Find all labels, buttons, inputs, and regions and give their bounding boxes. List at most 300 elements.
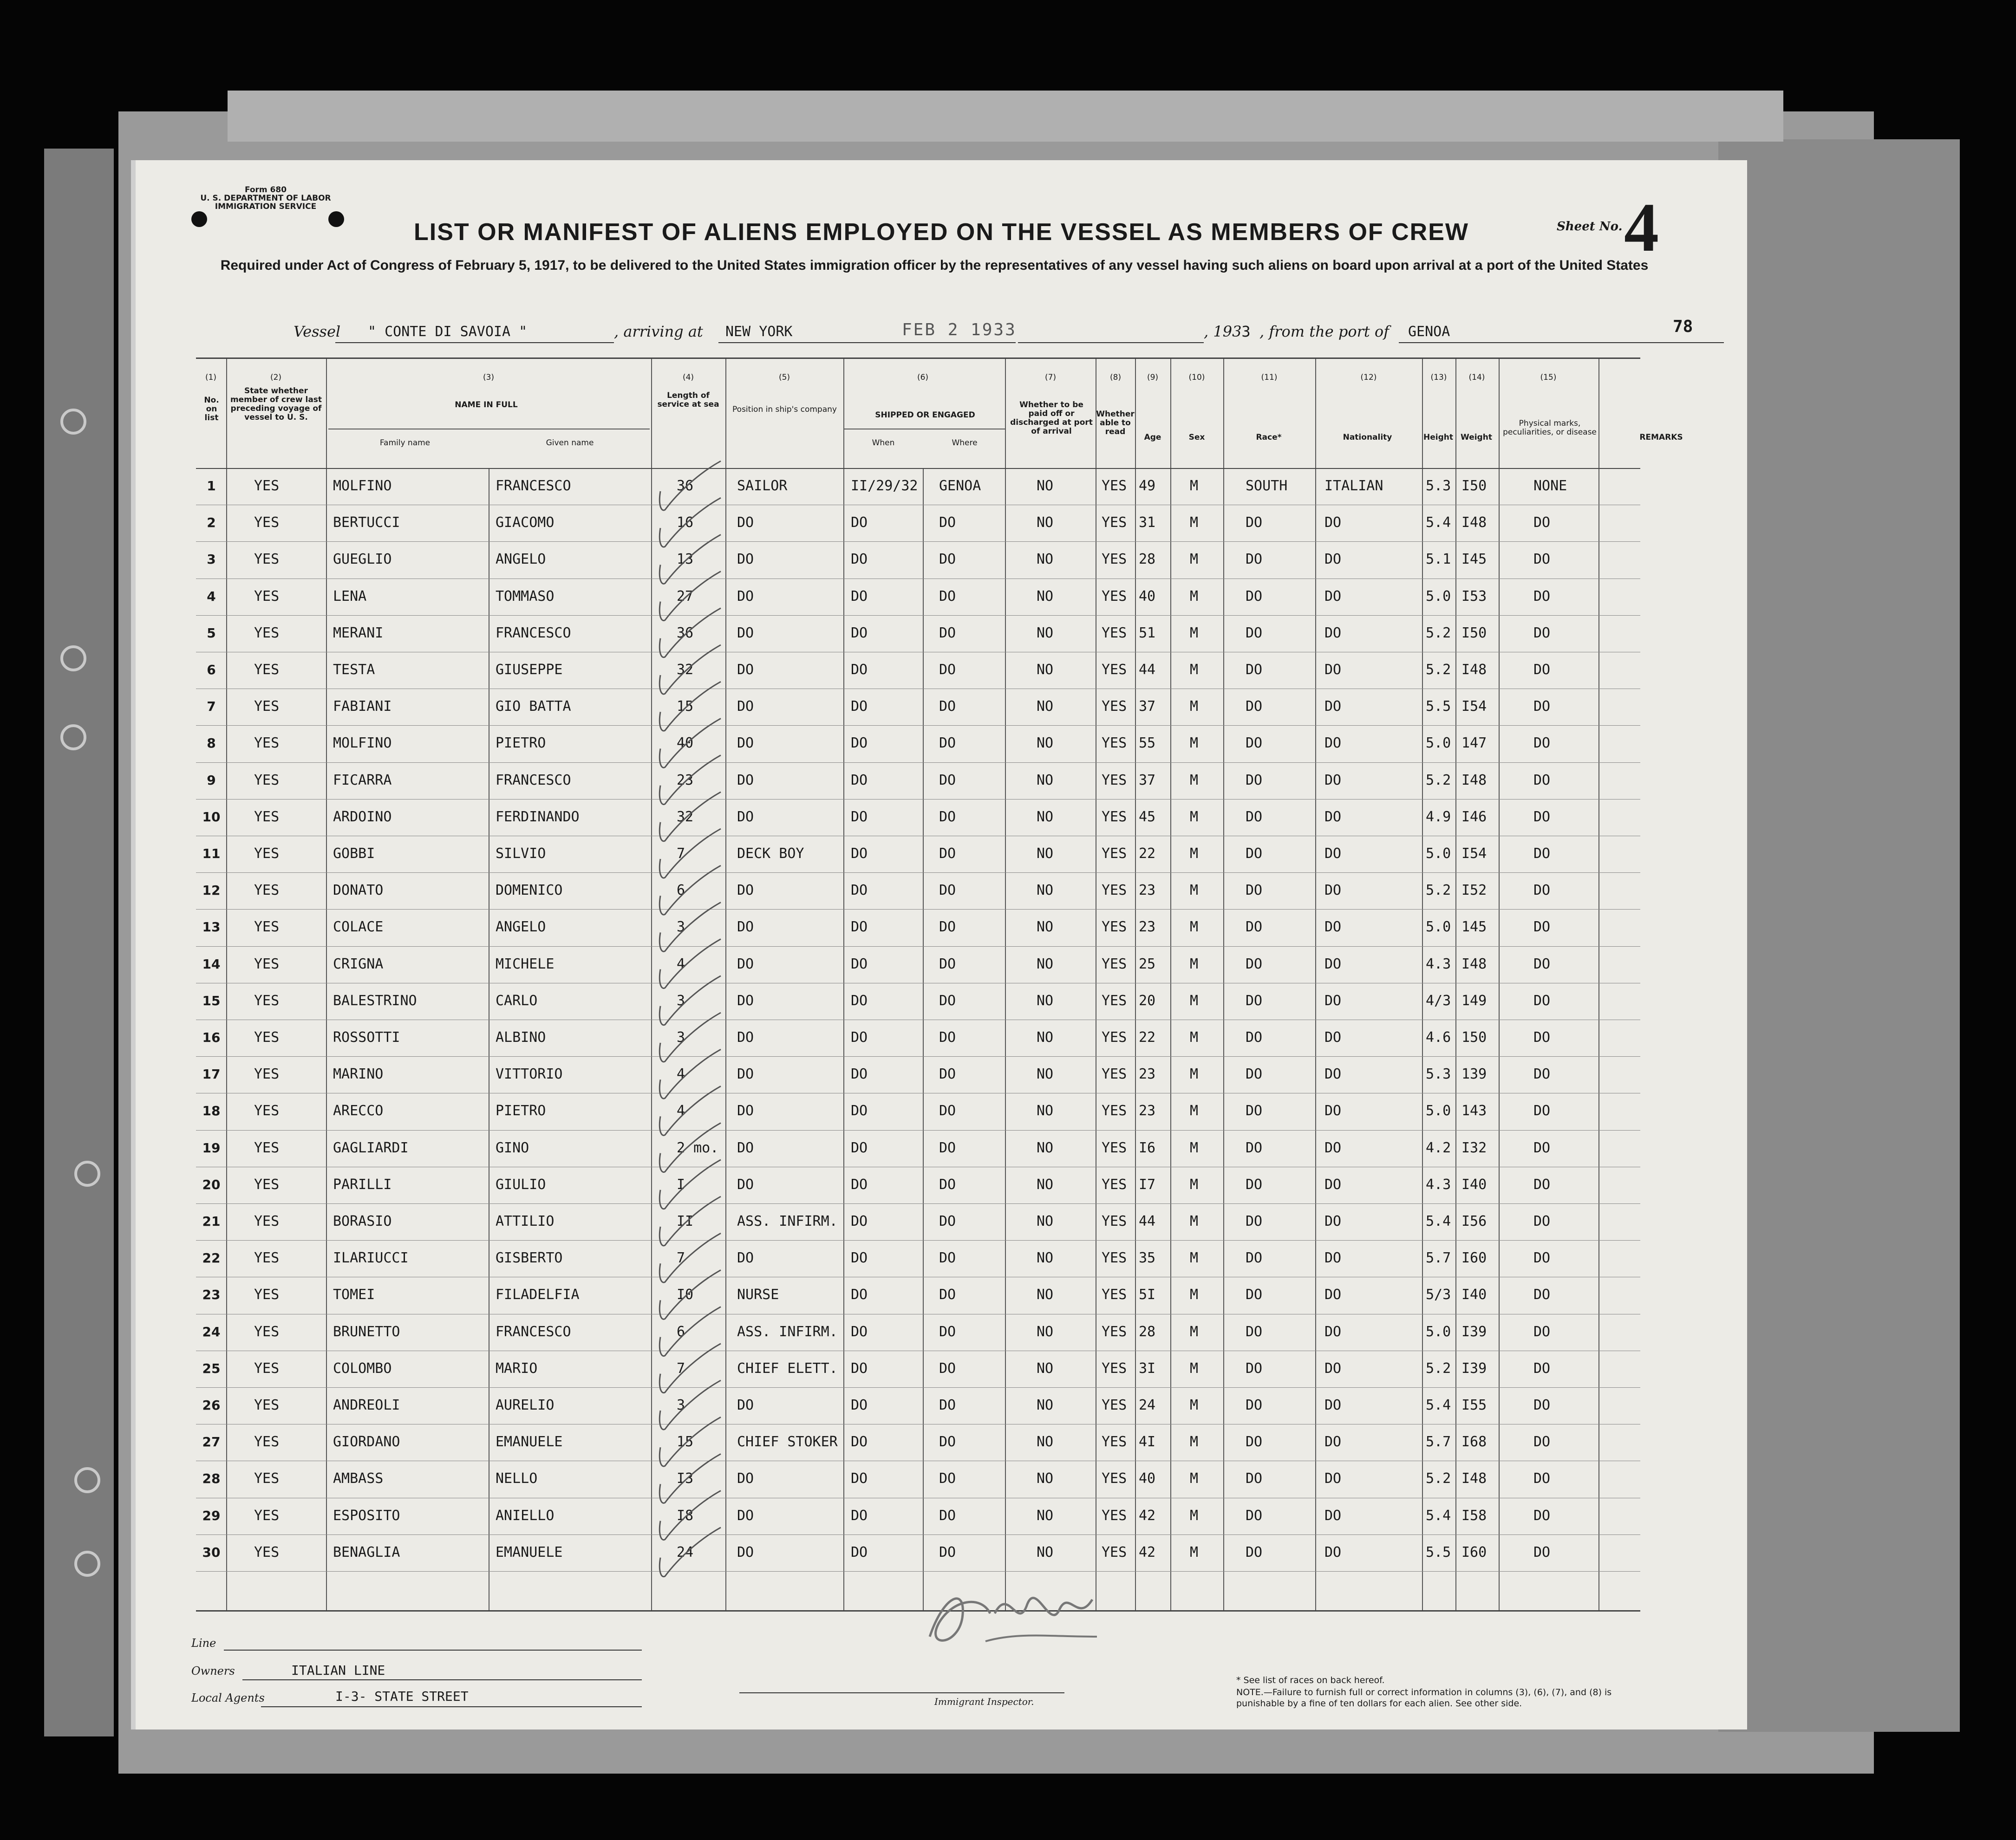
race-cell: DO — [1246, 1507, 1263, 1524]
height-cell: 5.1 — [1426, 551, 1451, 568]
column-number: (4) — [682, 373, 694, 382]
age-cell: I6 — [1139, 1139, 1156, 1156]
physical-marks-cell: DO — [1533, 1066, 1551, 1083]
given-name-cell: ATTILIO — [496, 1213, 555, 1229]
paid-off-cell: NO — [1037, 919, 1054, 936]
service-length-cell: 3 — [677, 1029, 685, 1046]
family-name-cell: CRIGNA — [333, 956, 384, 972]
shipped-when-cell: DO — [851, 1029, 868, 1046]
row-number: 5 — [207, 625, 216, 641]
sex-cell: M — [1190, 735, 1199, 752]
shipped-when-cell: DO — [851, 845, 868, 862]
row-number: 18 — [202, 1103, 221, 1119]
weight-cell: 149 — [1461, 992, 1487, 1009]
able-to-read-cell: YES — [1102, 1323, 1127, 1340]
service-length-cell: 13 — [677, 551, 694, 568]
height-cell: 5.7 — [1426, 1250, 1451, 1267]
able-to-read-cell: YES — [1102, 882, 1127, 899]
nationality-cell: DO — [1324, 1507, 1342, 1524]
back-page-right — [1718, 139, 1960, 1732]
service: IMMIGRATION SERVICE — [215, 202, 317, 211]
nationality-cell: DO — [1324, 624, 1342, 641]
height-cell: 5.0 — [1426, 588, 1451, 605]
shipped-when-cell: DO — [851, 1139, 868, 1156]
able-to-read-cell: YES — [1102, 662, 1127, 678]
paid-off-cell: NO — [1037, 1544, 1054, 1560]
able-to-read-cell: YES — [1102, 1029, 1127, 1046]
from-port: GENOA — [1408, 324, 1450, 340]
family-name-cell: GIORDANO — [333, 1434, 400, 1450]
row-number: 24 — [202, 1324, 221, 1339]
paid-off-cell: NO — [1037, 1066, 1054, 1083]
shipped-where-cell: DO — [939, 1139, 956, 1156]
shipped-where-cell: DO — [939, 1360, 956, 1377]
nationality-cell: ITALIAN — [1324, 478, 1383, 494]
row-number: 7 — [207, 699, 216, 715]
family-name-cell: COLOMBO — [333, 1360, 392, 1377]
service-length-cell: 36 — [677, 478, 694, 494]
age-cell: 28 — [1139, 551, 1156, 568]
physical-marks-cell: DO — [1533, 551, 1551, 568]
paid-off-cell: NO — [1037, 1139, 1054, 1156]
family-name-cell: AMBASS — [333, 1470, 384, 1487]
given-name-cell: GINO — [496, 1139, 529, 1156]
sex-cell: M — [1190, 551, 1199, 568]
shipped-when-cell: DO — [851, 956, 868, 972]
shipped-where-cell: DO — [939, 845, 956, 862]
shipped-where-cell: DO — [939, 1434, 956, 1450]
height-cell: 5.2 — [1426, 624, 1451, 641]
state-whether-cell: YES — [254, 1397, 280, 1413]
weight-cell: I68 — [1461, 1434, 1487, 1450]
shipped-where-cell: DO — [939, 1176, 956, 1193]
shipped-where-cell: DO — [939, 1397, 956, 1413]
race-cell: DO — [1246, 1066, 1263, 1083]
weight-cell: I54 — [1461, 698, 1487, 715]
column-number: (10) — [1188, 373, 1205, 382]
age-cell: 23 — [1139, 1103, 1156, 1119]
position-cell: DO — [737, 1066, 754, 1083]
state-whether-cell: YES — [254, 882, 280, 899]
physical-marks-cell: DO — [1533, 1434, 1551, 1450]
form-header — [187, 186, 345, 211]
position-cell: DO — [737, 1397, 754, 1413]
race-cell: DO — [1246, 1029, 1263, 1046]
nationality-cell: DO — [1324, 1176, 1342, 1193]
able-to-read-cell: YES — [1102, 845, 1127, 862]
position-cell: DO — [737, 1250, 754, 1267]
shipped-when-cell: DO — [851, 1397, 868, 1413]
sheet-number-label: Sheet No. — [1557, 220, 1623, 234]
able-to-read-cell: YES — [1102, 1470, 1127, 1487]
physical-marks-cell: NONE — [1533, 478, 1567, 494]
column-number: (3) — [483, 373, 495, 382]
position-cell: DO — [737, 1139, 754, 1156]
agents-value: I-3- STATE STREET — [335, 1689, 469, 1704]
able-to-read-cell: YES — [1102, 919, 1127, 936]
nationality-cell: DO — [1324, 772, 1342, 788]
shipped-when-cell: DO — [851, 919, 868, 936]
able-to-read-cell: YES — [1102, 1287, 1127, 1303]
sex-cell: M — [1190, 882, 1199, 899]
column-number: (11) — [1261, 373, 1278, 382]
position-cell: DO — [737, 624, 754, 641]
shipped-where-cell: DO — [939, 992, 956, 1009]
header-given-name: Given name — [546, 438, 594, 448]
paid-off-cell: NO — [1037, 478, 1054, 494]
header-length-service: Length of service at sea — [657, 391, 719, 409]
row-number: 6 — [207, 662, 216, 677]
weight-cell: I50 — [1461, 478, 1487, 494]
state-whether-cell: YES — [254, 1544, 280, 1560]
position-cell: SAILOR — [737, 478, 788, 494]
race-cell: DO — [1246, 845, 1263, 862]
race-cell: DO — [1246, 992, 1263, 1009]
service-length-cell: 24 — [677, 1544, 694, 1560]
state-whether-cell: YES — [254, 624, 280, 641]
owners-value: ITALIAN LINE — [291, 1663, 385, 1678]
weight-cell: I32 — [1461, 1139, 1487, 1156]
service-length-cell: 32 — [677, 662, 694, 678]
column-number: (15) — [1540, 373, 1557, 382]
position-cell: DO — [737, 514, 754, 531]
shipped-when-cell: DO — [851, 1213, 868, 1229]
weight-cell: I58 — [1461, 1507, 1487, 1524]
age-cell: 4I — [1139, 1434, 1156, 1450]
height-cell: 5.4 — [1426, 514, 1451, 531]
shipped-when-cell: DO — [851, 772, 868, 788]
given-name-cell: MICHELE — [496, 956, 555, 972]
height-cell: 5.4 — [1426, 1397, 1451, 1413]
weight-cell: I50 — [1461, 624, 1487, 641]
binder-hole — [60, 645, 86, 671]
weight-cell: 150 — [1461, 1029, 1487, 1046]
family-name-cell: TESTA — [333, 662, 375, 678]
height-cell: 5.3 — [1426, 478, 1451, 494]
year-suffix: 3 — [1241, 323, 1251, 340]
nationality-cell: DO — [1324, 1397, 1342, 1413]
family-name-cell: COLACE — [333, 919, 384, 936]
page-subtitle: Required under Act of Congress of February 5, 1917, to be delivered to the United States immigration officer by the representatives of any vessel having such aliens on board upon arrival at a port of the United States — [220, 258, 1649, 273]
age-cell: 22 — [1139, 1029, 1156, 1046]
family-name-cell: BERTUCCI — [333, 514, 400, 531]
form-number: Form 680 — [244, 185, 287, 195]
position-cell: DO — [737, 919, 754, 936]
state-whether-cell: YES — [254, 1139, 280, 1156]
height-cell: 4.6 — [1426, 1029, 1451, 1046]
shipped-when-cell: DO — [851, 662, 868, 678]
given-name-cell: NELLO — [496, 1470, 538, 1487]
sex-cell: M — [1190, 1066, 1199, 1083]
physical-marks-cell: DO — [1533, 1176, 1551, 1193]
able-to-read-cell: YES — [1102, 1544, 1127, 1560]
position-cell: DO — [737, 956, 754, 972]
paid-off-cell: NO — [1037, 1323, 1054, 1340]
physical-marks-cell: DO — [1533, 845, 1551, 862]
position-cell: DO — [737, 1029, 754, 1046]
column-number: (1) — [205, 373, 217, 382]
position-cell: DO — [737, 1544, 754, 1560]
race-cell: DO — [1246, 1470, 1263, 1487]
margin-number: 78 — [1673, 317, 1693, 336]
manifest-sheet — [131, 160, 1747, 1729]
paid-off-cell: NO — [1037, 514, 1054, 531]
given-name-cell: GIACOMO — [496, 514, 555, 531]
nationality-cell: DO — [1324, 1250, 1342, 1267]
row-number: 25 — [202, 1360, 221, 1376]
age-cell: 37 — [1139, 698, 1156, 715]
paid-off-cell: NO — [1037, 1103, 1054, 1119]
weight-cell: I56 — [1461, 1213, 1487, 1229]
physical-marks-cell: DO — [1533, 772, 1551, 788]
header-where: Where — [952, 438, 978, 448]
given-name-cell: GIO BATTA — [496, 698, 571, 715]
service-length-cell: 4 — [677, 956, 685, 972]
nationality-cell: DO — [1324, 1213, 1342, 1229]
paid-off-cell: NO — [1037, 808, 1054, 825]
able-to-read-cell: YES — [1102, 478, 1127, 494]
paid-off-cell: NO — [1037, 588, 1054, 605]
able-to-read-cell: YES — [1102, 551, 1127, 568]
age-cell: 22 — [1139, 845, 1156, 862]
age-cell: 3I — [1139, 1360, 1156, 1377]
sex-cell: M — [1190, 1507, 1199, 1524]
height-cell: 5.2 — [1426, 1470, 1451, 1487]
state-whether-cell: YES — [254, 1029, 280, 1046]
able-to-read-cell: YES — [1102, 956, 1127, 972]
shipped-when-cell: DO — [851, 992, 868, 1009]
able-to-read-cell: YES — [1102, 514, 1127, 531]
paid-off-cell: NO — [1037, 1029, 1054, 1046]
weight-cell: I48 — [1461, 1470, 1487, 1487]
able-to-read-cell: YES — [1102, 698, 1127, 715]
header-when: When — [872, 438, 895, 448]
height-cell: 5.0 — [1426, 919, 1451, 936]
row-number: 13 — [202, 919, 221, 935]
able-to-read-cell: YES — [1102, 992, 1127, 1009]
age-cell: 45 — [1139, 808, 1156, 825]
family-name-cell: ARECCO — [333, 1103, 384, 1119]
able-to-read-cell: YES — [1102, 1103, 1127, 1119]
inspector-signature — [911, 1567, 1116, 1660]
race-cell: DO — [1246, 514, 1263, 531]
state-whether-cell: YES — [254, 1507, 280, 1524]
race-cell: DO — [1246, 808, 1263, 825]
state-whether-cell: YES — [254, 956, 280, 972]
shipped-when-cell: II/29/32 — [851, 478, 918, 494]
service-length-cell: 4 — [677, 1066, 685, 1083]
weight-cell: I46 — [1461, 808, 1487, 825]
row-number: 15 — [202, 993, 221, 1008]
sex-cell: M — [1190, 1103, 1199, 1119]
service-length-cell: 23 — [677, 772, 694, 788]
nationality-cell: DO — [1324, 1470, 1342, 1487]
height-cell: 5.0 — [1426, 1103, 1451, 1119]
physical-marks-cell: DO — [1533, 1397, 1551, 1413]
sex-cell: M — [1190, 1544, 1199, 1560]
physical-marks-cell: DO — [1533, 882, 1551, 899]
shipped-where-cell: DO — [939, 551, 956, 568]
given-name-cell: FRANCESCO — [496, 772, 571, 788]
given-name-cell: FILADELFIA — [496, 1287, 580, 1303]
shipped-when-cell: DO — [851, 1287, 868, 1303]
physical-marks-cell: DO — [1533, 624, 1551, 641]
given-name-cell: TOMMASO — [496, 588, 555, 605]
position-cell: DO — [737, 1176, 754, 1193]
height-cell: 4.9 — [1426, 808, 1451, 825]
paid-off-cell: NO — [1037, 1213, 1054, 1229]
arriving-port: NEW YORK — [725, 324, 793, 340]
given-name-cell: SILVIO — [496, 845, 546, 862]
race-cell: DO — [1246, 624, 1263, 641]
arriving-label: , arriving at — [614, 323, 703, 340]
nationality-cell: DO — [1324, 1029, 1342, 1046]
age-cell: I7 — [1139, 1176, 1156, 1193]
shipped-when-cell: DO — [851, 624, 868, 641]
sex-cell: M — [1190, 1434, 1199, 1450]
family-name-cell: BENAGLIA — [333, 1544, 400, 1560]
nationality-cell: DO — [1324, 845, 1342, 862]
row-number: 20 — [202, 1177, 221, 1192]
service-length-cell: 2 mo. — [677, 1139, 719, 1156]
physical-marks-cell: DO — [1533, 588, 1551, 605]
shipped-when-cell: DO — [851, 551, 868, 568]
shipped-when-cell: DO — [851, 1360, 868, 1377]
row-number: 28 — [202, 1471, 221, 1487]
paid-off-cell: NO — [1037, 956, 1054, 972]
sex-cell: M — [1190, 1323, 1199, 1340]
position-cell: ASS. INFIRM. — [737, 1213, 838, 1229]
shipped-where-cell: DO — [939, 624, 956, 641]
paid-off-cell: NO — [1037, 551, 1054, 568]
race-cell: DO — [1246, 919, 1263, 936]
age-cell: 51 — [1139, 624, 1156, 641]
weight-cell: 139 — [1461, 1066, 1487, 1083]
age-cell: 35 — [1139, 1250, 1156, 1267]
weight-cell: I60 — [1461, 1250, 1487, 1267]
nationality-cell: DO — [1324, 882, 1342, 899]
weight-cell: I48 — [1461, 514, 1487, 531]
given-name-cell: FERDINANDO — [496, 808, 580, 825]
given-name-cell: PIETRO — [496, 1103, 546, 1119]
race-cell: DO — [1246, 588, 1263, 605]
position-cell: DO — [737, 588, 754, 605]
shipped-when-cell: DO — [851, 698, 868, 715]
state-whether-cell: YES — [254, 735, 280, 752]
given-name-cell: PIETRO — [496, 735, 546, 752]
family-name-cell: TOMEI — [333, 1287, 375, 1303]
binder-strip — [44, 149, 114, 1736]
state-whether-cell: YES — [254, 698, 280, 715]
height-cell: 5.2 — [1426, 772, 1451, 788]
service-length-cell: I8 — [677, 1507, 694, 1524]
paid-off-cell: NO — [1037, 624, 1054, 641]
nationality-cell: DO — [1324, 735, 1342, 752]
nationality-cell: DO — [1324, 808, 1342, 825]
physical-marks-cell: DO — [1533, 1287, 1551, 1303]
service-length-cell: 7 — [677, 1360, 685, 1377]
weight-cell: I40 — [1461, 1176, 1487, 1193]
race-cell: DO — [1246, 662, 1263, 678]
able-to-read-cell: YES — [1102, 1213, 1127, 1229]
race-cell: DO — [1246, 698, 1263, 715]
shipped-when-cell: DO — [851, 808, 868, 825]
family-name-cell: ANDREOLI — [333, 1397, 400, 1413]
race-cell: DO — [1246, 735, 1263, 752]
given-name-cell: MARIO — [496, 1360, 538, 1377]
nationality-cell: DO — [1324, 1323, 1342, 1340]
family-name-cell: FABIANI — [333, 698, 392, 715]
from-label: , from the port of — [1259, 323, 1390, 340]
shipped-when-cell: DO — [851, 1323, 868, 1340]
height-cell: 5.2 — [1426, 662, 1451, 678]
given-name-cell: GIUSEPPE — [496, 662, 563, 678]
sex-cell: M — [1190, 1287, 1199, 1303]
state-whether-cell: YES — [254, 514, 280, 531]
age-cell: 37 — [1139, 772, 1156, 788]
column-number: (13) — [1430, 373, 1447, 382]
shipped-where-cell: DO — [939, 514, 956, 531]
row-number: 2 — [207, 515, 216, 531]
state-whether-cell: YES — [254, 1250, 280, 1267]
height-cell: 5.0 — [1426, 1323, 1451, 1340]
year-label — [1204, 323, 1251, 340]
service-length-cell: II — [677, 1213, 694, 1229]
sex-cell: M — [1190, 478, 1199, 494]
service-length-cell: 16 — [677, 514, 694, 531]
year-prefix: , 193 — [1204, 323, 1242, 340]
shipped-when-cell: DO — [851, 1544, 868, 1560]
sex-cell: M — [1190, 1139, 1199, 1156]
shipped-when-cell: DO — [851, 1250, 868, 1267]
column-number: (6) — [917, 373, 929, 382]
header-state-whether: State whether member of crew last preceding voyage of vessel to U. S. — [230, 386, 322, 422]
paid-off-cell: NO — [1037, 1397, 1054, 1413]
given-name-cell: FRANCESCO — [496, 1323, 571, 1340]
header-name-in-full: NAME IN FULL — [455, 400, 518, 410]
vessel-underline — [335, 342, 614, 343]
nationality-cell: DO — [1324, 1287, 1342, 1303]
sex-cell: M — [1190, 514, 1199, 531]
state-whether-cell: YES — [254, 808, 280, 825]
shipped-where-cell: DO — [939, 882, 956, 899]
position-cell: DO — [737, 882, 754, 899]
shipped-where-cell: DO — [939, 662, 956, 678]
shipped-where-cell: DO — [939, 1544, 956, 1560]
physical-marks-cell: DO — [1533, 735, 1551, 752]
shipped-where-cell: DO — [939, 1213, 956, 1229]
height-cell: 4.3 — [1426, 956, 1451, 972]
paid-off-cell: NO — [1037, 662, 1054, 678]
row-number: 29 — [202, 1508, 221, 1523]
row-number: 26 — [202, 1398, 221, 1413]
physical-marks-cell: DO — [1533, 808, 1551, 825]
shipped-when-cell: DO — [851, 514, 868, 531]
inspector-label: Immigrant Inspector. — [934, 1696, 1034, 1707]
family-name-cell: ILARIUCCI — [333, 1250, 409, 1267]
physical-marks-cell: DO — [1533, 1103, 1551, 1119]
nationality-cell: DO — [1324, 588, 1342, 605]
state-whether-cell: YES — [254, 588, 280, 605]
height-cell: 5.3 — [1426, 1066, 1451, 1083]
race-cell: DO — [1246, 1176, 1263, 1193]
service-length-cell: 15 — [677, 698, 694, 715]
column-number: (8) — [1109, 373, 1122, 382]
race-cell: DO — [1246, 772, 1263, 788]
age-cell: 55 — [1139, 735, 1156, 752]
height-cell: 4.3 — [1426, 1176, 1451, 1193]
physical-marks-cell: DO — [1533, 662, 1551, 678]
